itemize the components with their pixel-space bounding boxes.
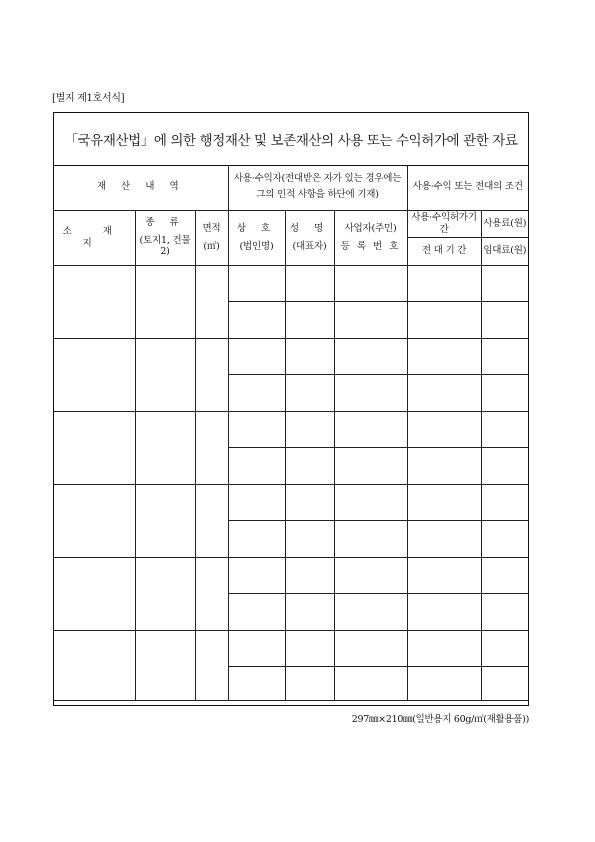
name-cell[interactable]: [285, 265, 334, 301]
trade-name-cell[interactable]: [228, 520, 285, 557]
trade-name-cell[interactable]: [228, 630, 285, 666]
location-cell[interactable]: [54, 411, 135, 484]
name-cell[interactable]: [285, 411, 334, 447]
header-user-group-line1: 사용·수익자(전대받은 자가 있는 경우에는: [233, 173, 402, 185]
location-cell[interactable]: [54, 557, 135, 630]
form-sheet: [53, 112, 529, 706]
area-cell[interactable]: [195, 411, 228, 484]
header-trade-name-line1: 상 호: [236, 222, 277, 234]
form-title: 「국유재산법」에 의한 행정재산 및 보존재산의 사용 또는 수익허가에 관한 자료: [54, 113, 528, 166]
header-property-details: [54, 165, 228, 210]
area-cell[interactable]: [195, 557, 228, 630]
header-type: [135, 210, 195, 265]
name-cell[interactable]: [285, 338, 334, 374]
fee-cell[interactable]: [481, 301, 528, 338]
name-cell[interactable]: [285, 301, 334, 338]
name-cell[interactable]: [285, 447, 334, 484]
fee-cell[interactable]: [481, 520, 528, 557]
area-cell[interactable]: [195, 484, 228, 557]
type-cell[interactable]: [135, 265, 195, 338]
trade-name-cell[interactable]: [228, 338, 285, 374]
period-cell[interactable]: [407, 484, 481, 520]
header-lease-period: 전 대 기 간: [407, 237, 481, 265]
period-cell[interactable]: [407, 447, 481, 484]
location-cell[interactable]: [54, 338, 135, 411]
header-registration-number: [334, 210, 407, 265]
header-regno-line1: 사업자(주민): [344, 222, 397, 234]
fee-cell[interactable]: [481, 265, 528, 301]
registration-number-cell[interactable]: [334, 265, 407, 301]
table-row: [54, 557, 528, 593]
location-cell[interactable]: [54, 484, 135, 557]
header-trade-name-line2: (법인명): [239, 240, 274, 252]
trade-name-cell[interactable]: [228, 265, 285, 301]
location-cell[interactable]: [54, 265, 135, 338]
registration-number-cell[interactable]: [334, 301, 407, 338]
trade-name-cell[interactable]: [228, 301, 285, 338]
type-cell[interactable]: [135, 411, 195, 484]
trade-name-cell[interactable]: [228, 374, 285, 411]
table-row: [54, 484, 528, 520]
header-row-columns-1: [54, 210, 528, 237]
table-row: [54, 338, 528, 374]
period-cell[interactable]: [407, 666, 481, 700]
period-cell[interactable]: [407, 374, 481, 411]
header-name-line2: (대표자): [292, 240, 327, 252]
header-area-line1: 면적: [202, 222, 221, 234]
period-cell[interactable]: [407, 593, 481, 630]
type-cell[interactable]: [135, 484, 195, 557]
name-cell[interactable]: [285, 630, 334, 666]
trade-name-cell[interactable]: [228, 484, 285, 520]
registration-number-cell[interactable]: [334, 447, 407, 484]
period-cell[interactable]: [407, 520, 481, 557]
paper-spec-footnote: 297㎜×210㎜(일반용지 60g/㎡(재활용품)): [351, 714, 529, 725]
header-row-groups: [54, 165, 528, 210]
header-user-group-line2: 그의 인적 사항을 하단에 기재): [256, 189, 379, 201]
header-area-line2: (㎡): [203, 240, 220, 252]
period-cell[interactable]: [407, 411, 481, 447]
period-cell[interactable]: [407, 630, 481, 666]
registration-number-cell[interactable]: [334, 666, 407, 700]
name-cell[interactable]: [285, 593, 334, 630]
area-cell[interactable]: [195, 265, 228, 338]
registration-number-cell[interactable]: [334, 593, 407, 630]
property-usage-table: [54, 165, 528, 701]
fee-cell[interactable]: [481, 411, 528, 447]
table-row: [54, 265, 528, 301]
registration-number-cell[interactable]: [334, 557, 407, 593]
registration-number-cell[interactable]: [334, 338, 407, 374]
table-row: [54, 630, 528, 666]
header-type-line1: 종 류: [145, 216, 185, 228]
fee-cell[interactable]: [481, 374, 528, 411]
fee-cell[interactable]: [481, 630, 528, 666]
registration-number-cell[interactable]: [334, 411, 407, 447]
type-cell[interactable]: [135, 557, 195, 630]
registration-number-cell[interactable]: [334, 520, 407, 557]
trade-name-cell[interactable]: [228, 557, 285, 593]
header-type-line2: (토지1, 건물2): [139, 234, 191, 258]
fee-cell[interactable]: [481, 447, 528, 484]
name-cell[interactable]: [285, 666, 334, 700]
type-cell[interactable]: [135, 630, 195, 700]
header-property-details-text: 재 산 내 역: [96, 181, 185, 193]
fee-cell[interactable]: [481, 484, 528, 520]
table-row: [54, 411, 528, 447]
header-location-text: 소 재 지: [62, 225, 126, 249]
trade-name-cell[interactable]: [228, 593, 285, 630]
header-usage-fee: 사용료(원): [481, 210, 528, 237]
trade-name-cell[interactable]: [228, 411, 285, 447]
header-lease-fee: 임대료(원): [481, 237, 528, 265]
fee-cell[interactable]: [481, 557, 528, 593]
trade-name-cell[interactable]: [228, 447, 285, 484]
type-cell[interactable]: [135, 338, 195, 411]
header-location: [54, 210, 135, 265]
area-cell[interactable]: [195, 630, 228, 700]
form-number-label: [별지 제1호서식]: [52, 93, 125, 104]
header-area: [195, 210, 228, 265]
registration-number-cell[interactable]: [334, 374, 407, 411]
period-cell[interactable]: [407, 557, 481, 593]
area-cell[interactable]: [195, 338, 228, 411]
header-name-line1: 성 명: [289, 222, 330, 234]
header-regno-line2: 등 록 번 호: [340, 240, 401, 252]
period-cell[interactable]: [407, 265, 481, 301]
registration-number-cell[interactable]: [334, 484, 407, 520]
header-trade-name: [228, 210, 285, 265]
trade-name-cell[interactable]: [228, 666, 285, 700]
period-cell[interactable]: [407, 338, 481, 374]
period-cell[interactable]: [407, 301, 481, 338]
name-cell[interactable]: [285, 557, 334, 593]
header-conditions-group: 사용·수익 또는 전대의 조건: [407, 165, 528, 210]
name-cell[interactable]: [285, 484, 334, 520]
fee-cell[interactable]: [481, 593, 528, 630]
name-cell[interactable]: [285, 520, 334, 557]
registration-number-cell[interactable]: [334, 630, 407, 666]
fee-cell[interactable]: [481, 666, 528, 700]
location-cell[interactable]: [54, 630, 135, 700]
header-user-group: [228, 165, 407, 210]
header-usage-period: 사용·수익허가기간: [407, 210, 481, 237]
header-name: [285, 210, 334, 265]
name-cell[interactable]: [285, 374, 334, 411]
fee-cell[interactable]: [481, 338, 528, 374]
